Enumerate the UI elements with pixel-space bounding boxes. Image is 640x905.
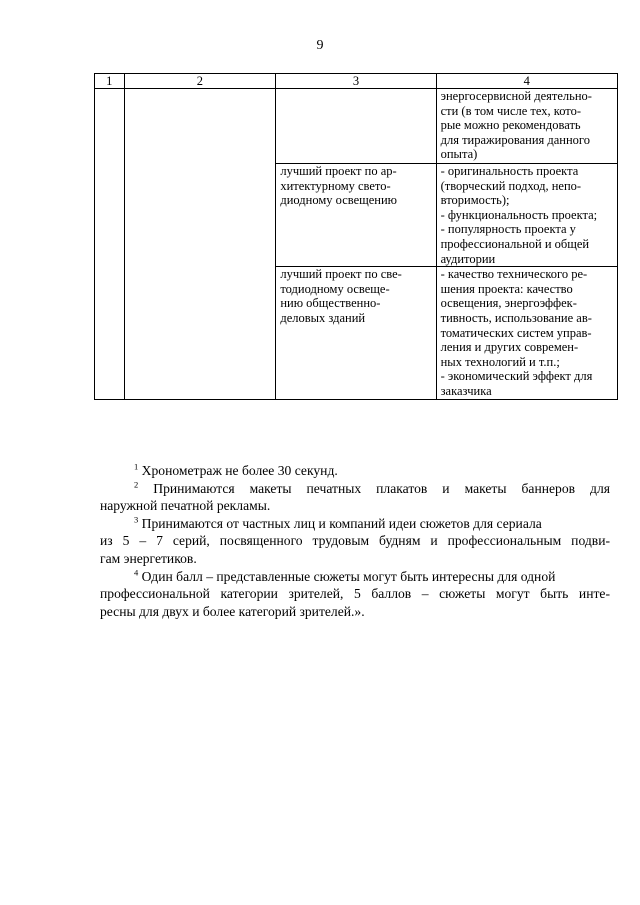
page-number: 9 (316, 38, 324, 53)
cell-text-line: опыта) (440, 147, 478, 162)
footnote-line (100, 515, 610, 533)
cell-text-line: деловых зданий (280, 310, 366, 325)
cell-text-line: рые можно рекомендовать (440, 118, 581, 133)
cell-text-line: тодиодному освеще- (280, 281, 390, 296)
footnotes (100, 462, 610, 620)
footnote (100, 462, 610, 480)
table-row (95, 89, 618, 164)
footnote-line (100, 480, 610, 498)
cell-text-line: профессиональной и общей (440, 236, 590, 251)
cell-text-line: энергосервисной деятельно- (440, 89, 592, 103)
cell-text-line: диодному освещению (280, 193, 398, 208)
cell-text-line: вторимость); (440, 193, 510, 208)
criteria-cell (436, 89, 617, 164)
footnote-mark: 3 (134, 514, 139, 525)
nomination-cell (276, 89, 436, 164)
cell-text-line: тивность, использование ав- (440, 310, 592, 325)
cell-text-line: шения проекта: качество (440, 281, 573, 296)
header-cell: 2 (124, 74, 276, 89)
cell-text-line: томатических систем управ- (440, 325, 592, 340)
footnote-line: ресны для двух и более категорий зрителей.». (100, 603, 365, 619)
criteria-cell (436, 267, 617, 399)
cell-text-line: для тиражирования данного (440, 132, 590, 147)
footnote-text: Принимаются от частных лиц и компаний идеи сюжетов для сериала (141, 515, 542, 531)
footnote-text: Хронометраж не более 30 секунд. (141, 463, 338, 478)
footnote-text: Принимаются макеты печатных плакатов и макеты баннеров для (153, 480, 610, 496)
cell-text-line: освещения, энергоэффек- (440, 296, 577, 311)
table-cell (124, 89, 276, 400)
cell-text-line: (творческий подход, непо- (440, 178, 582, 193)
footnote (100, 568, 610, 621)
cell-text-line: лучший проект по ар- (280, 164, 397, 178)
cell-text-line: хитектурному свето- (280, 178, 391, 193)
footnote-line (100, 462, 610, 480)
cell-text-line: - функциональность проекта; (440, 207, 598, 222)
header-cell: 3 (276, 74, 436, 89)
nomination-cell (276, 267, 436, 399)
footnote-line: наружной печатной рекламы. (100, 498, 271, 514)
cell-text-line: заказчика (440, 383, 492, 398)
cell-text-line: - оригинальность проекта (440, 164, 579, 178)
cell-text-line: сти (в том числе тех, кото- (440, 103, 581, 118)
cell-text-line: - качество технического ре- (440, 267, 588, 282)
criteria-table (94, 73, 618, 400)
footnote (100, 515, 610, 568)
footnote-line: из 5 – 7 серий, посвященного трудовым будням и профессиональным подви- (100, 533, 610, 549)
table-header-row (95, 74, 618, 89)
footnote-text: Один балл – представленные сюжеты могут быть интересны для одной (141, 568, 556, 584)
cell-text-line: - популярность проекта у (440, 222, 576, 237)
cell-text-line: лучший проект по све- (280, 267, 402, 282)
footnote-mark: 2 (134, 479, 139, 490)
footnote-line (100, 568, 610, 586)
cell-text-line: ления и других современ- (440, 340, 579, 355)
nomination-cell (276, 164, 436, 267)
footnote-mark: 4 (134, 567, 139, 578)
criteria-cell (436, 164, 617, 267)
header-cell: 4 (436, 74, 617, 89)
cell-text-line: аудитории (440, 251, 496, 266)
cell-text-line: нию общественно- (280, 296, 381, 311)
footnote-line: гам энергетиков. (100, 550, 197, 566)
table-cell (95, 89, 125, 400)
header-cell: 1 (95, 74, 125, 89)
footnote-line: профессиональной категории зрителей, 5 баллов – сюжеты могут быть инте- (100, 586, 610, 602)
footnote (100, 480, 610, 515)
footnote-mark: 1 (134, 461, 139, 472)
cell-text-line: - экономический эффект для (440, 369, 593, 384)
cell-text-line: ных технологий и т.п.; (440, 354, 560, 369)
